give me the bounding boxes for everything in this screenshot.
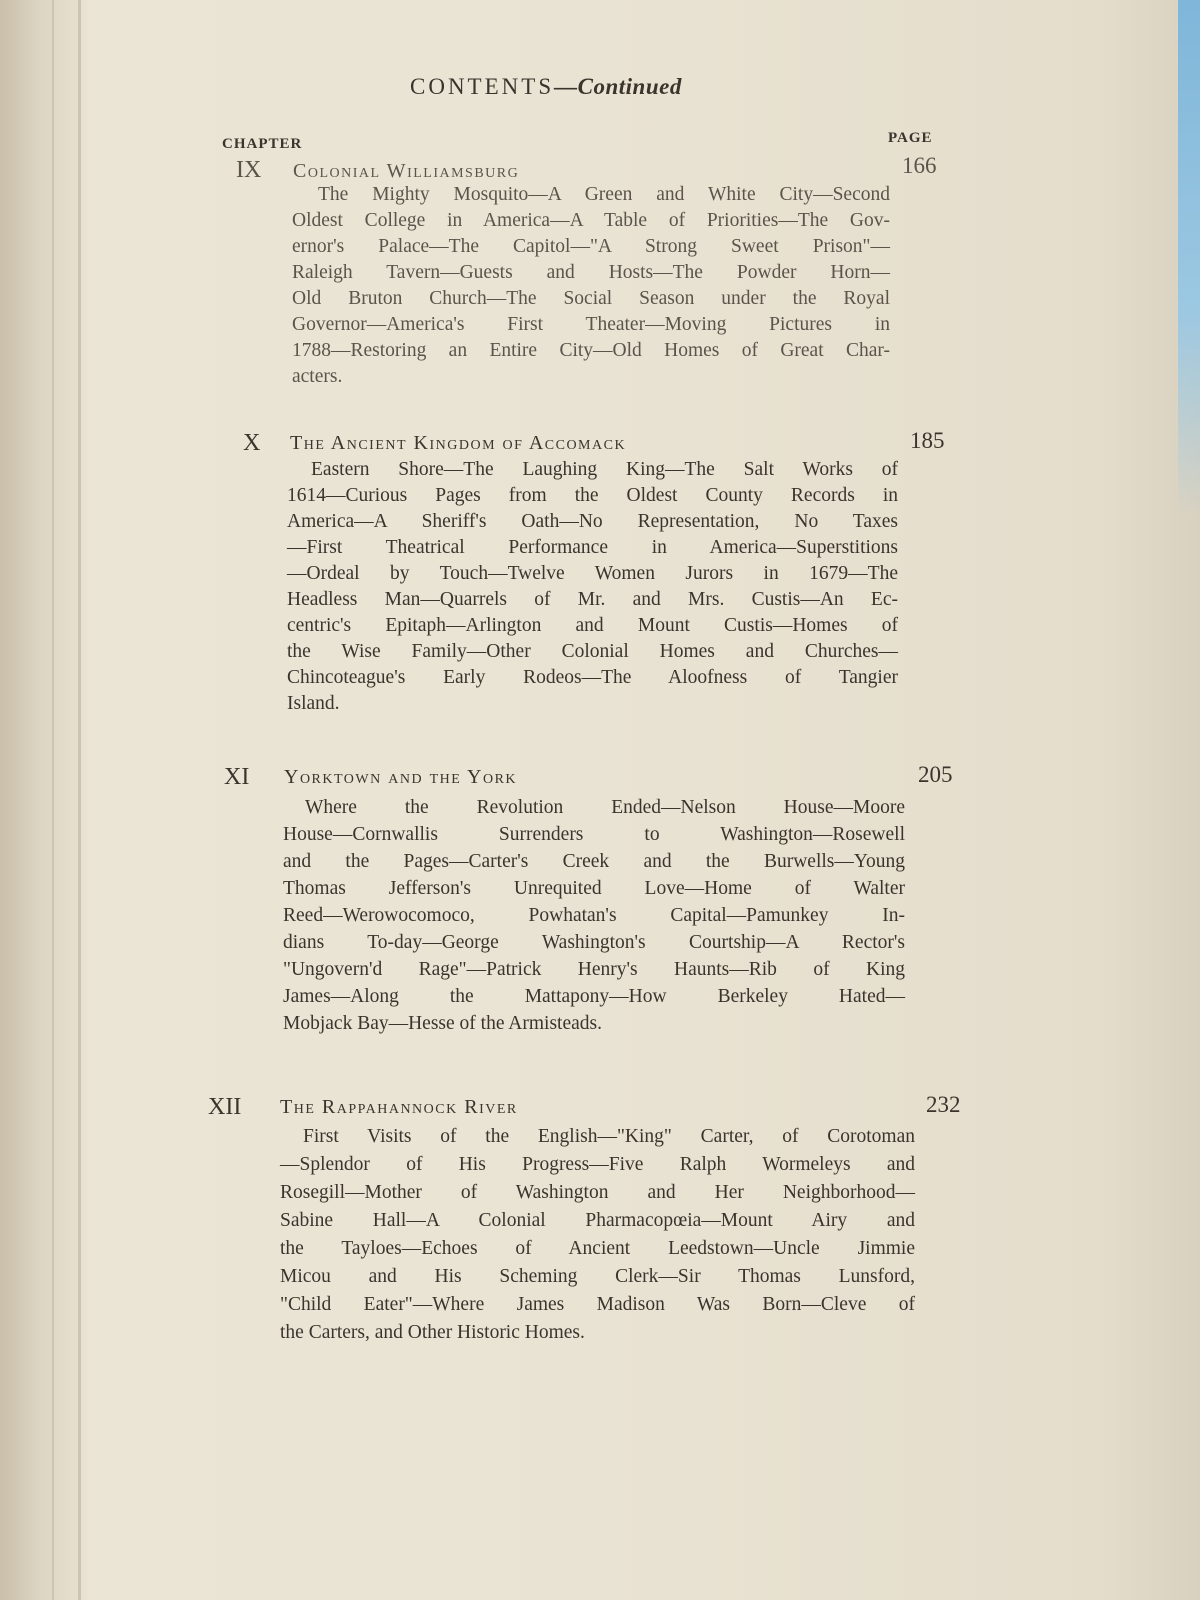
page-column-header: PAGE (888, 130, 933, 146)
chapter-number: IX (236, 157, 262, 183)
chapter-page: 205 (918, 762, 953, 787)
summary-line: Raleigh Tavern—Guests and Hosts—The Powder Horn— (292, 262, 890, 283)
chapter-title: The Ancient Kingdom of Accomack (290, 432, 627, 454)
summary-line: —First Theatrical Performance in America—Superstitions (287, 537, 898, 558)
summary-line: centric's Epitaph—Arlington and Mount Custis—Homes of (287, 615, 898, 636)
summary-line: 1614—Curious Pages from the Oldest County Records in (287, 485, 898, 506)
summary-line: Micou and His Scheming Clerk—Sir Thomas Lunsford, (280, 1266, 915, 1287)
summary-line: the Carters, and Other Historic Homes. (280, 1322, 585, 1343)
page-header (410, 74, 682, 100)
summary-line: Reed—Werowocomoco, Powhatan's Capital—Pamunkey In- (283, 905, 905, 926)
summary-line: America—A Sheriff's Oath—No Representation, No Taxes (287, 511, 898, 532)
summary-line: Island. (287, 693, 340, 714)
page-fold-line (78, 0, 81, 1600)
chapter-page: 185 (910, 428, 945, 453)
summary-line: Oldest College in America—A Table of Priorities—The Gov- (292, 210, 890, 231)
summary-line: Chincoteague's Early Rodeos—The Aloofness of Tangier (287, 667, 898, 688)
page-fold-line (52, 0, 54, 1600)
chapter-number: XII (208, 1094, 242, 1120)
chapter-title: The Rappahannock River (280, 1096, 518, 1118)
summary-line: Thomas Jefferson's Unrequited Love—Home of Walter (283, 878, 905, 899)
summary-line: Where the Revolution Ended—Nelson House—Moore (305, 797, 905, 818)
summary-line: Eastern Shore—The Laughing King—The Salt Works of (311, 459, 898, 480)
summary-line: "Child Eater"—Where James Madison Was Born—Cleve of (280, 1294, 915, 1315)
summary-line: Old Bruton Church—The Social Season under the Royal (292, 288, 890, 309)
summary-line: Headless Man—Quarrels of Mr. and Mrs. Custis—An Ec- (287, 589, 898, 610)
summary-line: and the Pages—Carter's Creek and the Burwells—Young (283, 851, 905, 872)
chapter-number: XI (224, 764, 250, 790)
chapter-column-header: CHAPTER (222, 136, 303, 152)
summary-line: —Splendor of His Progress—Five Ralph Wormeleys and (280, 1154, 915, 1175)
summary-line: Governor—America's First Theater—Moving Pictures in (292, 314, 890, 335)
summary-line: the Tayloes—Echoes of Ancient Leedstown—Uncle Jimmie (280, 1238, 915, 1259)
summary-line: Mobjack Bay—Hesse of the Armisteads. (283, 1013, 602, 1034)
summary-line: 1788—Restoring an Entire City—Old Homes of Great Char- (292, 340, 890, 361)
chapter-title: Colonial Williamsburg (293, 160, 520, 182)
summary-line: dians To-day—George Washington's Courtship—A Rector's (283, 932, 905, 953)
summary-line: James—Along the Mattapony—How Berkeley Hated— (283, 986, 905, 1007)
summary-line: Rosegill—Mother of Washington and Her Neighborhood— (280, 1182, 915, 1203)
page-gutter (0, 0, 90, 1600)
chapter-page: 166 (902, 153, 937, 178)
summary-line: The Mighty Mosquito—A Green and White City—Second (318, 184, 890, 205)
summary-line: "Ungovern'd Rage"—Patrick Henry's Haunts—Rib of King (283, 959, 905, 980)
header-continued: —Continued (554, 74, 682, 99)
header-title: CONTENTS (410, 74, 555, 99)
summary-line: Sabine Hall—A Colonial Pharmacopœia—Mount Airy and (280, 1210, 915, 1231)
summary-line: ernor's Palace—The Capitol—"A Strong Sweet Prison"— (292, 236, 890, 257)
background-edge (1178, 0, 1200, 520)
summary-line: House—Cornwallis Surrenders to Washington—Rosewell (283, 824, 905, 845)
chapter-page: 232 (926, 1092, 961, 1117)
summary-line: First Visits of the English—"King" Carter, of Corotoman (303, 1126, 915, 1147)
chapter-number: X (243, 430, 261, 456)
chapter-title: Yorktown and the York (284, 766, 518, 788)
summary-line: —Ordeal by Touch—Twelve Women Jurors in 1679—The (287, 563, 898, 584)
summary-line: the Wise Family—Other Colonial Homes and Churches— (287, 641, 898, 662)
summary-line: acters. (292, 366, 343, 387)
